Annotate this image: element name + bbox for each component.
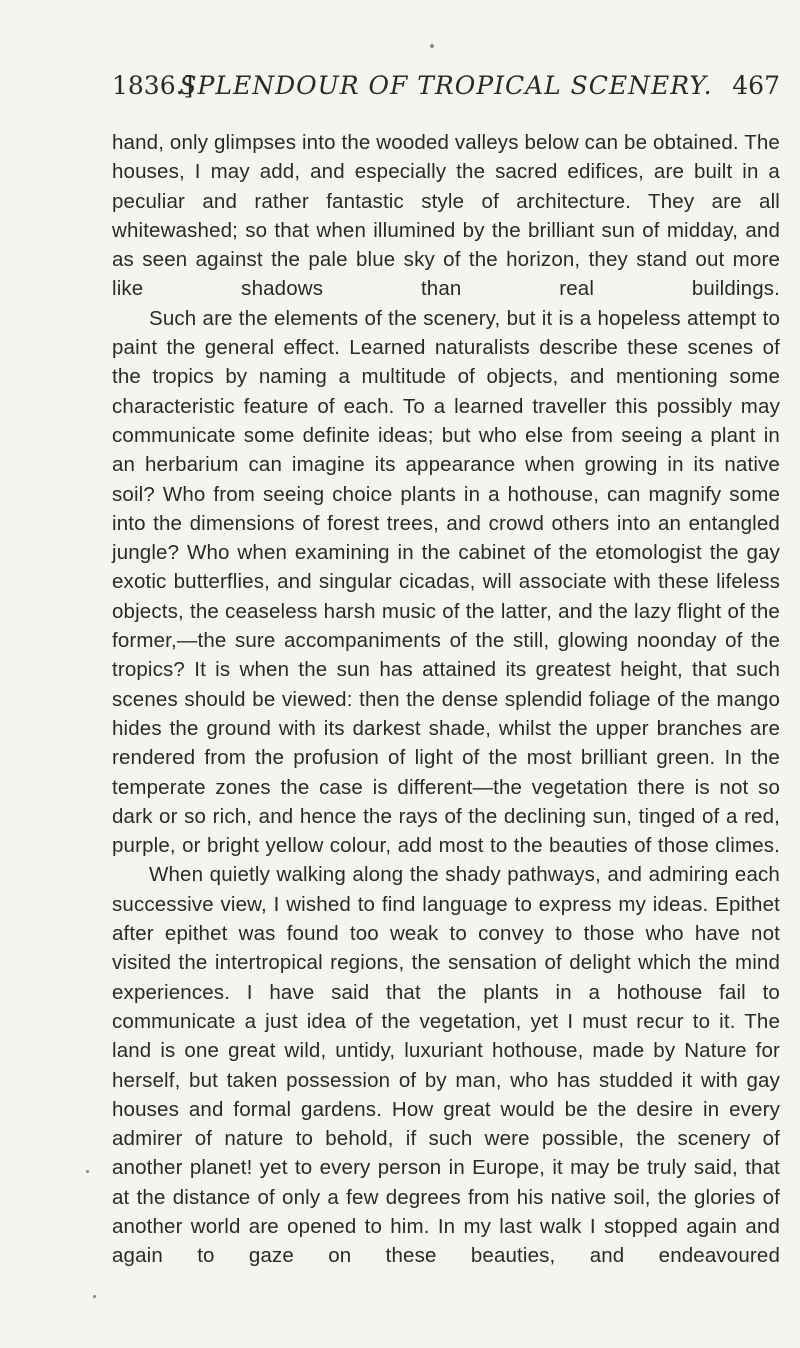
paragraph-3: When quietly walking along the shady pathways, and admiring each successive view, I wished to find language to express my ideas. Epithet after epithet was found too weak to convey to those who have not visited the intertropical regions, the sensation of delight which the mind experiences. I have said that the plants in a hothouse fail to communicate a just idea of the vegetation, yet I must recur to it. The land is one great wild, untidy, luxuriant hothouse, made by Nature for herself, but taken possession of by man, who has studded it with gay houses and formal gardens. How great would be the desire in every admirer of nature to behold, if such were possible, the scenery of another planet! yet to every person in Europe, it may be truly said, that at the distance of only a few degrees from his native soil, the glories of another world are opened to him. In my last walk I stopped again and again to gaze on these beauties, and endeavoured <box>112 863 780 1268</box>
print-speck <box>93 1295 96 1298</box>
paragraph-1: hand, only glimpses into the wooded valleys below can be obtained. The houses, I may add, and especially the sacred edifices, are built in a peculiar and rather fantastic style of architecture. They are all whitewashed; so that when illumined by the brilliant sun of midday, and as seen against the pale blue sky of the horizon, they stand out more like shadows than real buildings. <box>112 131 780 301</box>
page-number: 467 <box>732 71 780 100</box>
print-speck <box>430 44 434 48</box>
running-title: SPLENDOUR OF TROPICAL SCENERY. <box>179 71 713 100</box>
print-speck <box>86 1170 89 1173</box>
header-year: 1836.] <box>112 71 194 100</box>
body-text <box>112 128 780 1271</box>
paragraph-2: Such are the elements of the scenery, but it is a hopeless attempt to paint the general effect. Learned naturalists describe these scenes of the tropics by naming a multitude of objects, and mentioning some characteristic feature of each. To a learned traveller this possibly may communicate some definite ideas; but who else from seeing a plant in an herbarium can imagine its appearance when growing in its native soil? Who from seeing choice plants in a hothouse, can magnify some into the dimensions of forest trees, and crowd others into an entangled jungle? Who when examining in the cabinet of the etomologist the gay exotic butterflies, and singular cicadas, will associate with these lifeless objects, the ceaseless harsh music of the latter, and the lazy flight of the former,—the sure accompaniments of the still, glowing noonday of the tropics? It is when the sun has attained its greatest height, that such scenes should be viewed: then the dense splendid foliage of the mango hides the ground with its darkest shade, whilst the upper branches are rendered from the profusion of light of the most brilliant green. In the temperate zones the case is different—the vegetation there is not so dark or so rich, and hence the rays of the declining sun, tinged of a red, purple, or bright yellow colour, add most to the beauties of those climes. <box>112 306 780 858</box>
running-header <box>112 68 780 104</box>
